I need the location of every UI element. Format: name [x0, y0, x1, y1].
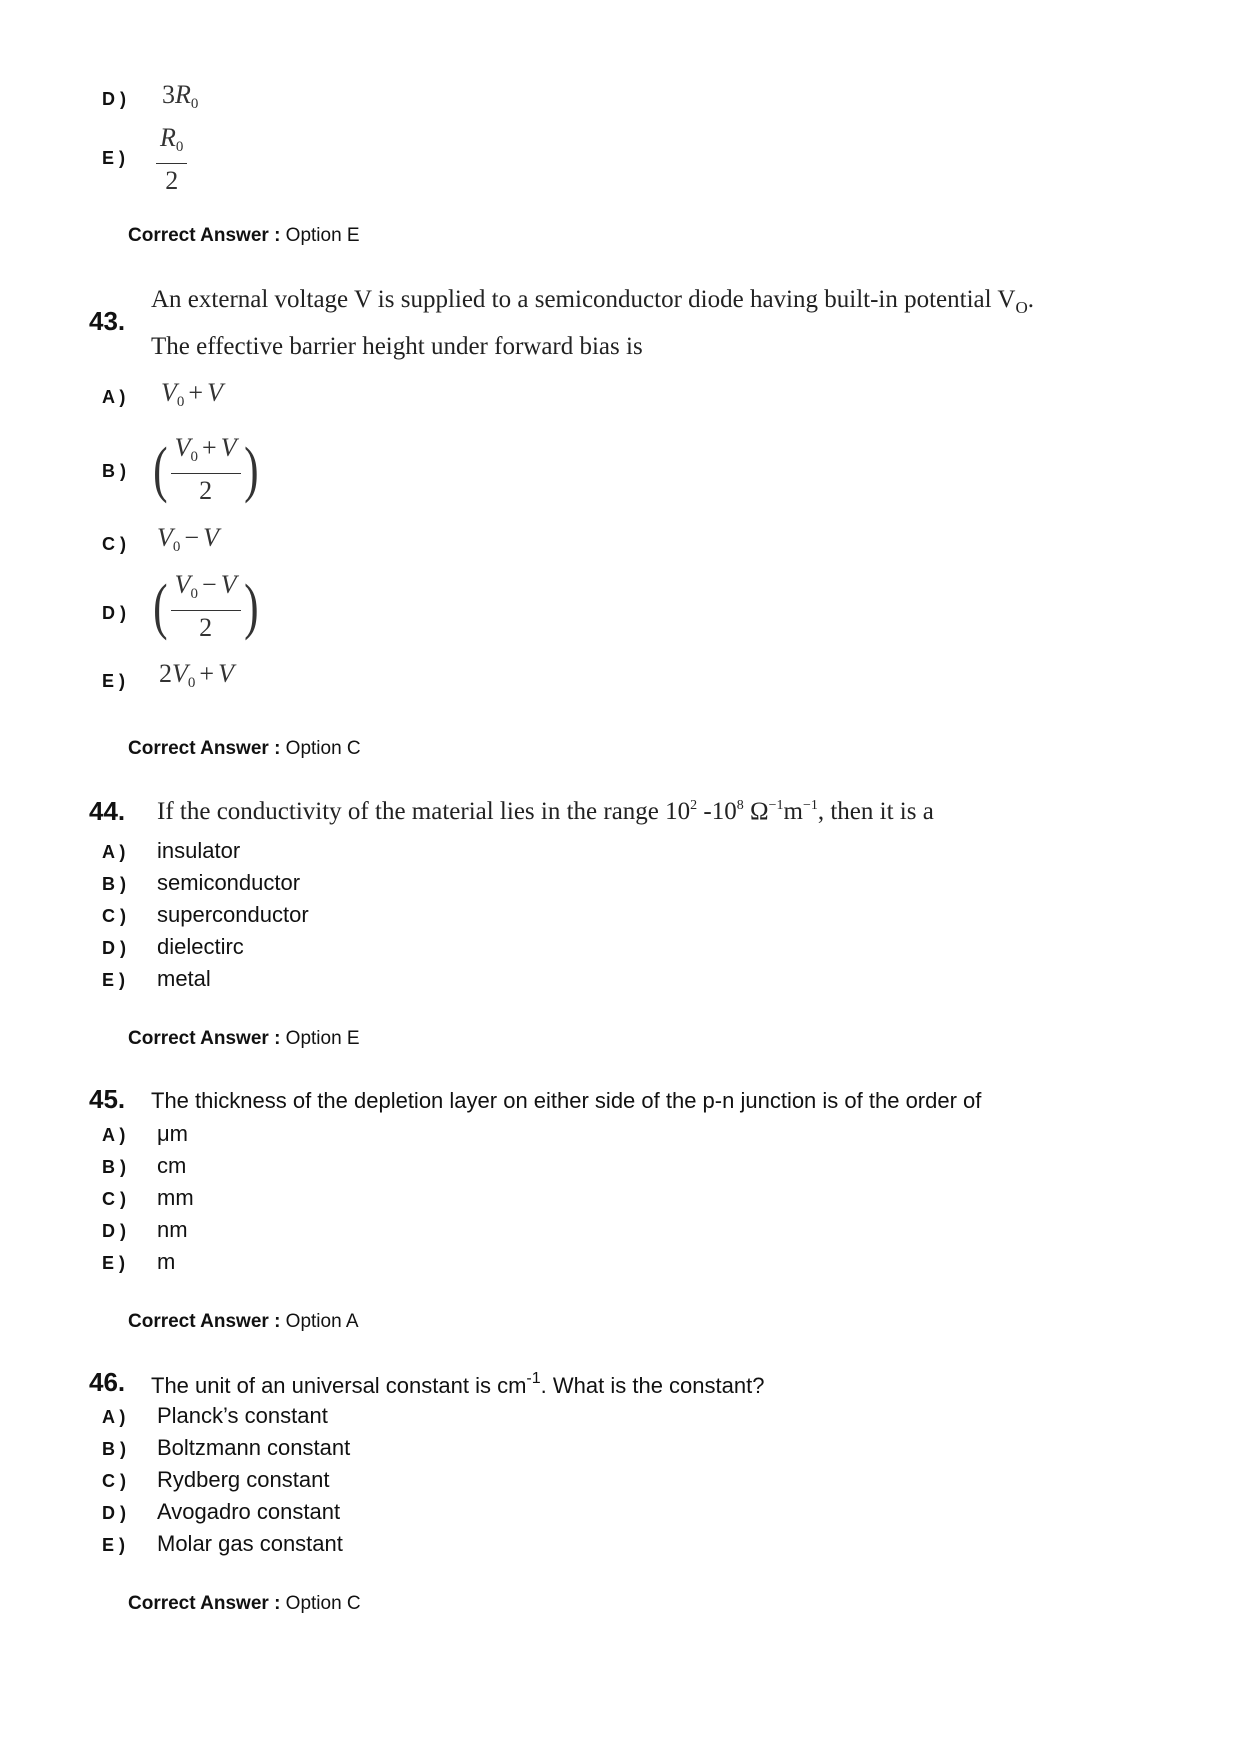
- right-paren: ): [243, 436, 259, 504]
- math-sub: 0: [190, 96, 199, 112]
- correct-answer: [128, 1028, 360, 1050]
- math-operator: −: [202, 570, 217, 599]
- option-label: B ): [102, 461, 126, 481]
- answer-prefix: Correct Answer :: [128, 1028, 281, 1049]
- math-sub: 0: [190, 449, 199, 465]
- option-label: D ): [102, 89, 126, 109]
- math-sub: 0: [190, 586, 199, 602]
- math-var: V: [203, 523, 219, 552]
- option-label: A ): [102, 387, 126, 407]
- question-text: The thickness of the depletion layer on either side of the p-n junction is of the order of: [151, 1088, 982, 1113]
- question-text: An external voltage V is supplied to a semiconductor diode having built-in potential V: [151, 286, 1016, 313]
- math-sub: 0: [187, 675, 196, 691]
- math-operator: −: [184, 523, 200, 552]
- question-text-part: The unit of an universal constant is cm: [151, 1373, 527, 1398]
- math-var: V: [172, 659, 188, 688]
- option-text: Molar gas constant: [157, 1531, 343, 1556]
- math-denominator: 2: [199, 476, 213, 505]
- option-math: [156, 124, 187, 196]
- left-paren: (: [153, 436, 168, 504]
- math-var: V: [207, 378, 223, 407]
- answer-value: Option C: [285, 1593, 361, 1614]
- option-label: A ): [102, 1407, 126, 1427]
- math-var: V: [174, 433, 191, 462]
- math-var: V: [174, 570, 191, 599]
- math-var: V: [218, 659, 234, 688]
- left-paren: (: [153, 573, 168, 641]
- question-text-end: .: [1027, 286, 1034, 313]
- question-text-part: , then it is a: [817, 798, 934, 825]
- correct-answer: [128, 738, 361, 760]
- math-operator: +: [199, 659, 215, 688]
- option-label: C ): [102, 534, 126, 554]
- answer-prefix: Correct Answer :: [128, 1593, 281, 1614]
- option-math: [161, 378, 223, 411]
- math-var: V: [220, 570, 237, 599]
- question-text-part: . What is the constant?: [540, 1373, 765, 1398]
- correct-answer: [128, 1311, 359, 1333]
- answer-value: Option C: [285, 738, 361, 759]
- math-sub: 0: [175, 139, 184, 155]
- option-label: C ): [102, 1189, 126, 1209]
- question-sub: O: [1015, 298, 1028, 317]
- answer-prefix: Correct Answer :: [128, 225, 281, 246]
- option-text: superconductor: [157, 902, 309, 927]
- right-paren: ): [243, 573, 259, 641]
- question-text-line1: [151, 286, 1034, 318]
- option-text: Boltzmann constant: [157, 1435, 351, 1460]
- answer-value: Option A: [285, 1311, 359, 1332]
- math-fraction: [171, 434, 241, 506]
- question-text: [151, 1370, 764, 1399]
- math-sub: 0: [176, 394, 185, 410]
- question-number: 43.: [89, 306, 126, 336]
- math-var: R: [175, 80, 191, 109]
- superscript: 2: [690, 798, 698, 813]
- question-text-part: -10: [697, 798, 737, 825]
- option-math: [159, 659, 234, 692]
- superscript: -1: [526, 1370, 541, 1387]
- superscript: −1: [802, 798, 818, 813]
- option-label: B ): [102, 874, 126, 894]
- answer-prefix: Correct Answer :: [128, 738, 281, 759]
- option-text: semiconductor: [157, 870, 301, 895]
- question-text-part: Ω: [743, 798, 769, 825]
- answer-value: Option E: [285, 225, 360, 246]
- option-label: E ): [102, 148, 126, 168]
- option-text: dielectirc: [157, 934, 244, 959]
- option-label: D ): [102, 1503, 126, 1523]
- math-denominator: 2: [165, 166, 179, 195]
- option-label: E ): [102, 671, 126, 691]
- question-number: 44.: [89, 796, 126, 826]
- option-math: [162, 80, 198, 113]
- option-math: [157, 523, 219, 556]
- option-label: C ): [102, 1471, 126, 1491]
- option-label: D ): [102, 603, 126, 623]
- math-var: V: [157, 523, 173, 552]
- option-label: C ): [102, 906, 126, 926]
- option-label: E ): [102, 970, 126, 990]
- question-text-line2: The effective barrier height under forward bias is: [151, 333, 643, 360]
- math-var: V: [220, 433, 237, 462]
- math-var: R: [160, 123, 176, 152]
- correct-answer: [128, 225, 360, 247]
- option-label: D ): [102, 938, 126, 958]
- correct-answer: [128, 1593, 361, 1615]
- math-sub: 0: [172, 539, 181, 555]
- question-text-part: If the conductivity of the material lies in the range 10: [157, 798, 691, 825]
- option-math: [150, 434, 261, 506]
- math-coef: 3: [162, 80, 175, 109]
- option-text: insulator: [157, 838, 241, 863]
- math-fraction: [156, 124, 187, 196]
- option-text: m: [157, 1249, 176, 1274]
- option-label: B ): [102, 1157, 126, 1177]
- option-label: B ): [102, 1439, 126, 1459]
- option-text: cm: [157, 1153, 187, 1178]
- math-var: V: [161, 378, 177, 407]
- math-denominator: 2: [199, 613, 213, 642]
- option-label: A ): [102, 1125, 126, 1145]
- option-text: Avogadro constant: [157, 1499, 341, 1524]
- option-label: A ): [102, 842, 126, 862]
- question-text: [157, 798, 934, 826]
- option-label: D ): [102, 1221, 126, 1241]
- answer-prefix: Correct Answer :: [128, 1311, 281, 1332]
- superscript: 8: [736, 798, 744, 813]
- answer-value: Option E: [285, 1028, 360, 1049]
- option-text: Planck’s constant: [157, 1403, 328, 1428]
- math-operator: +: [188, 378, 204, 407]
- superscript: −1: [768, 798, 784, 813]
- option-math: [150, 571, 261, 643]
- question-number: 46.: [89, 1367, 126, 1397]
- option-text: mm: [157, 1185, 194, 1210]
- question-number: 45.: [89, 1084, 126, 1114]
- option-text: μm: [157, 1121, 189, 1146]
- math-coef: 2: [159, 659, 172, 688]
- option-label: E ): [102, 1535, 126, 1555]
- math-operator: +: [202, 433, 217, 462]
- question-text-part: m: [783, 798, 803, 825]
- math-fraction: [171, 571, 241, 643]
- option-text: metal: [157, 966, 211, 991]
- option-text: Rydberg constant: [157, 1467, 330, 1492]
- option-label: E ): [102, 1253, 126, 1273]
- option-text: nm: [157, 1217, 188, 1242]
